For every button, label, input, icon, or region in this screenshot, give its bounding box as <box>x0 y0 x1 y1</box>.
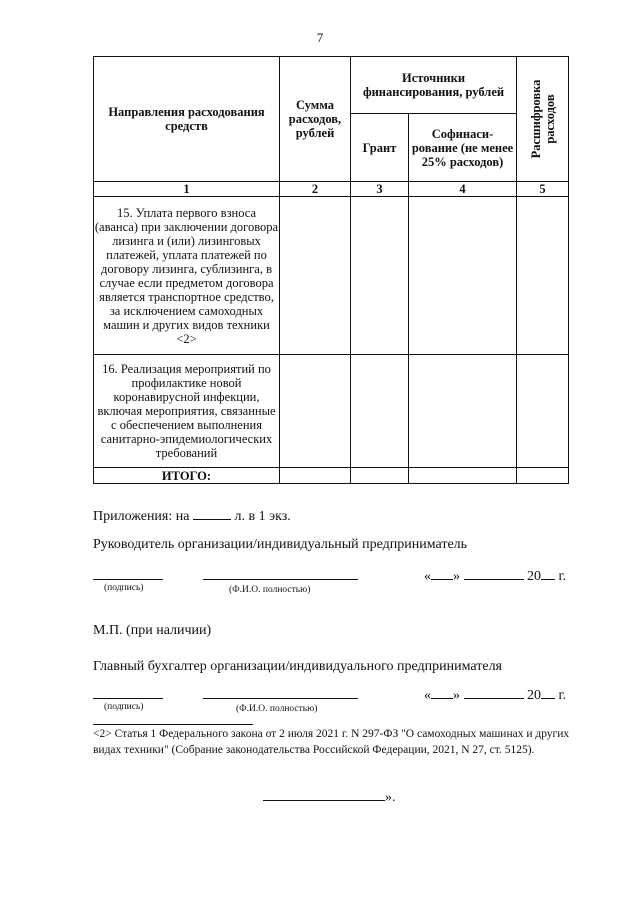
total-row <box>94 468 569 484</box>
footnote-divider <box>93 724 253 725</box>
header-sources: Источники финансирования, рублей <box>351 57 517 114</box>
header-direction: Направления расходования средств <box>94 57 280 182</box>
row-16-text: 16. Реализация мероприятий по профилактике новой коронавирусной инфекции, включая мероприятия, связанные с обеспечением выполнения санитарно-эпидемиологических требований <box>94 355 280 468</box>
table-row <box>94 355 569 468</box>
closing-line <box>263 790 396 806</box>
row-16-cofinancing <box>409 355 517 468</box>
row-15-sum <box>280 197 351 355</box>
head-name-line[interactable] <box>203 579 358 580</box>
head-signature-caption: (подпись) <box>104 583 144 593</box>
head-name-caption: (Ф.И.О. полностью) <box>229 585 311 595</box>
table-row <box>94 197 569 355</box>
date-open-quote: « <box>424 569 431 584</box>
closing-mark: ». <box>385 790 396 805</box>
column-number: 4 <box>409 182 517 197</box>
column-number: 2 <box>280 182 351 197</box>
total-cofinancing <box>409 468 517 484</box>
head-title: Руководитель организации/индивидуальный предприниматель <box>93 537 468 552</box>
total-grant <box>351 468 409 484</box>
total-breakdown <box>517 468 569 484</box>
date-close-quote: » <box>453 688 460 703</box>
footnote: <2> Статья 1 Федерального закона от 2 июля 2021 г. N 297-ФЗ "О самоходных машинах и других видах техники" (Собрание законодательства Российской Федерации, 2021, N 27, ст. 5125). <box>93 728 570 756</box>
row-16-sum <box>280 355 351 468</box>
row-15-breakdown <box>517 197 569 355</box>
accountant-signature-line[interactable] <box>93 698 163 699</box>
year-suffix: г. <box>558 688 567 703</box>
year-suffix: г. <box>558 569 567 584</box>
row-15-text: 15. Уплата первого взноса (аванса) при заключении договора лизинга и (или) лизинговых платежей, уплата платежей по договору лизинга, сублизинга, в случае если предметом договора является транспортное средство, за исключением самоходных машин и других видов техники <2> <box>94 197 280 355</box>
date-open-quote: « <box>424 688 431 703</box>
attachments-prefix: Приложения: на <box>93 509 190 524</box>
page-number: 7 <box>316 30 324 45</box>
head-date <box>424 569 566 585</box>
total-label: ИТОГО: <box>94 468 280 484</box>
date-close-quote: » <box>453 569 460 584</box>
head-month-field[interactable] <box>464 579 524 580</box>
accountant-year-field[interactable] <box>541 698 555 699</box>
total-sum <box>280 468 351 484</box>
year-prefix: 20 <box>527 569 541 584</box>
attachments-line <box>93 509 291 525</box>
year-prefix: 20 <box>527 688 541 703</box>
accountant-signature-caption: (подпись) <box>104 702 144 712</box>
head-year-field[interactable] <box>541 579 555 580</box>
head-signature-line[interactable] <box>93 579 163 580</box>
header-grant: Грант <box>351 114 409 182</box>
row-16-breakdown <box>517 355 569 468</box>
accountant-name-line[interactable] <box>203 698 358 699</box>
head-day-field[interactable] <box>431 579 453 580</box>
column-number: 1 <box>94 182 280 197</box>
row-15-cofinancing <box>409 197 517 355</box>
header-breakdown-label: Расшифровка расходов <box>528 79 557 159</box>
header-breakdown <box>517 57 569 182</box>
column-numbers-row <box>94 182 569 197</box>
expense-table <box>93 56 569 484</box>
column-number: 3 <box>351 182 409 197</box>
stamp-label: М.П. (при наличии) <box>93 623 212 638</box>
accountant-month-field[interactable] <box>464 698 524 699</box>
attachments-pages-field[interactable] <box>193 519 231 520</box>
header-cofinancing: Софинаси-рование (не менее 25% расходов) <box>409 114 517 182</box>
column-number: 5 <box>517 182 569 197</box>
closing-blank <box>263 800 385 801</box>
row-15-grant <box>351 197 409 355</box>
row-16-grant <box>351 355 409 468</box>
accountant-title: Главный бухгалтер организации/индивидуального предпринимателя <box>93 659 503 674</box>
accountant-date <box>424 688 566 704</box>
accountant-name-caption: (Ф.И.О. полностью) <box>236 704 318 714</box>
header-sum: Сумма расходов, рублей <box>280 57 351 182</box>
attachments-suffix: л. в 1 экз. <box>234 509 291 524</box>
accountant-day-field[interactable] <box>431 698 453 699</box>
